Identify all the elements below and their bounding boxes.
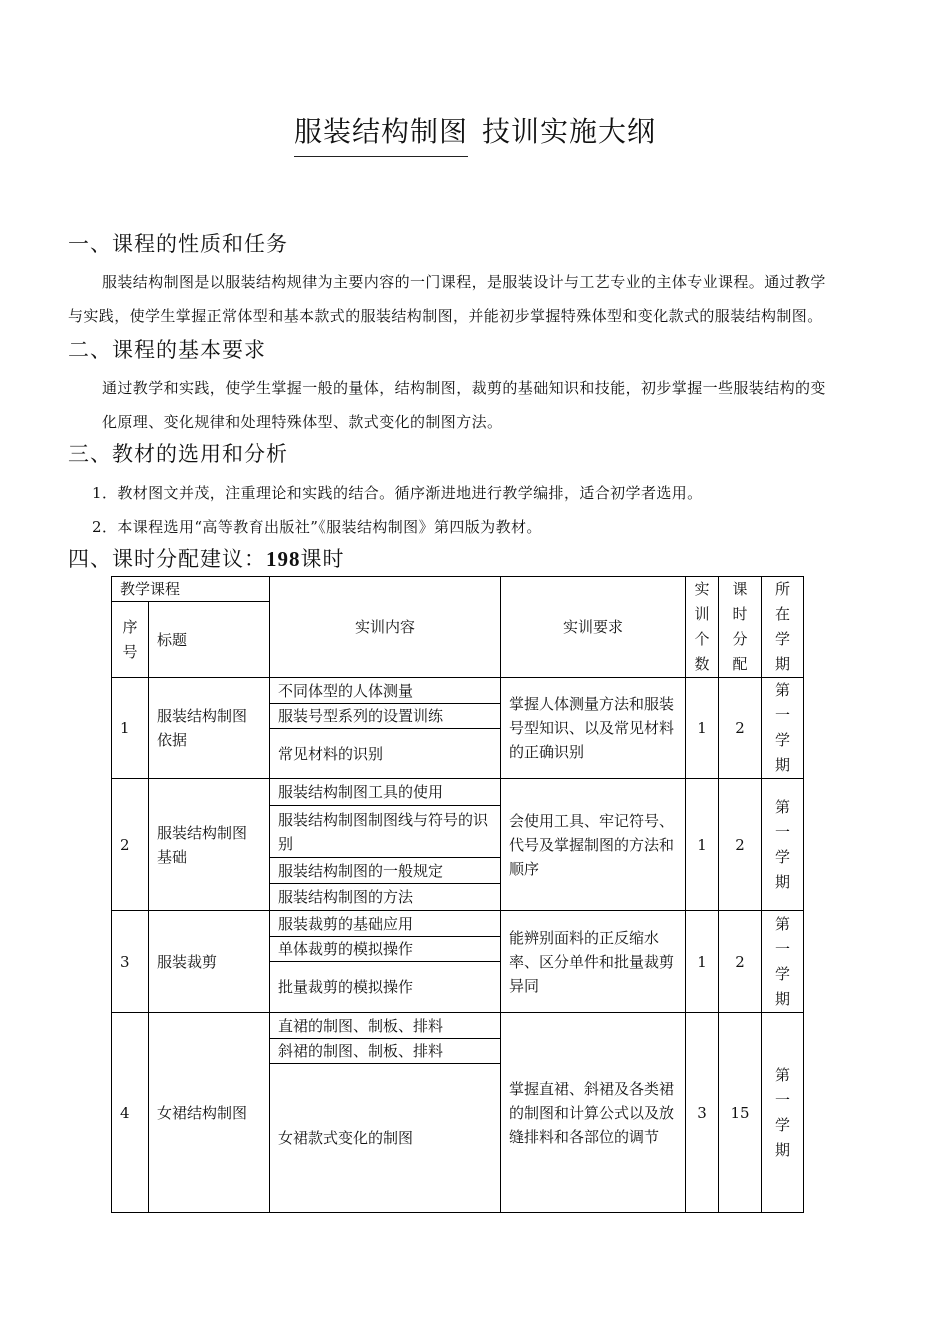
content-item: 不同体型的人体测量 (278, 681, 414, 700)
section-2-heading: 二、课程的基本要求 (68, 338, 266, 362)
content-item: 服装结构制图的方法 (270, 883, 500, 910)
content-item: 单体裁剪的模拟操作 (270, 936, 500, 961)
row-requirement: 掌握直裙、斜裙及各类裙的制图和计算公式以及放缝排料和各部位的调节 (501, 1013, 686, 1213)
section-1-para-line1: 服装结构制图是以服装结构规律为主要内容的一门课程，是服装设计与工艺专业的主体专业课程。通过教学 (102, 273, 826, 291)
section-1-heading: 一、课程的性质和任务 (68, 232, 288, 256)
table-header-row (112, 577, 804, 602)
row-seq: 2 (112, 779, 149, 911)
row-contents (270, 1013, 501, 1213)
row-seq: 1 (112, 678, 149, 779)
title-underlined: 服装结构制图 (294, 110, 468, 157)
section-3-item1: 1．教材图文并茂，注重理论和实践的结合。循序渐进地进行教学编排，适合初学者选用。 (92, 484, 703, 502)
row-term: 第一学期 (762, 1013, 804, 1213)
row-hours: 2 (719, 911, 762, 1013)
header-title: 标题 (149, 602, 270, 678)
content-item: 服装结构制图制图线与符号的识别 (270, 805, 500, 857)
section-2-para-line2: 化原理、变化规律和处理特殊体型、款式变化的制图方法。 (102, 413, 503, 431)
content-item: 女裙款式变化的制图 (270, 1063, 500, 1212)
table-row (112, 779, 804, 911)
content-item: 服装结构制图工具的使用 (278, 783, 444, 801)
row-requirement: 能辨别面料的正反缩水率、区分单件和批量裁剪异同 (501, 911, 686, 1013)
section-3-heading: 三、教材的选用和分析 (68, 442, 288, 466)
row-contents (270, 911, 501, 1013)
section-4-heading (68, 543, 345, 573)
section-3-item2: 2．本课程选用“高等教育出版社”《服装结构制图》第四版为教材。 (92, 518, 542, 536)
header-requirement: 实训要求 (501, 577, 686, 678)
row-count: 1 (686, 779, 719, 911)
table-row (112, 678, 804, 779)
section-2-para-line1: 通过教学和实践，使学生掌握一般的量体，结构制图，裁剪的基础知识和技能，初步掌握一些服装结构的变 (102, 379, 826, 397)
row-seq: 3 (112, 911, 149, 1013)
content-item: 服装裁剪的基础应用 (278, 914, 414, 933)
header-count: 实训个数 (686, 577, 719, 678)
row-contents (270, 779, 501, 911)
section-4-suffix: 课时 (300, 547, 345, 571)
row-requirement: 掌握人体测量方法和服装号型知识、以及常见材料的正确识别 (501, 678, 686, 779)
content-item: 服装结构制图的一般规定 (270, 857, 500, 883)
title-suffix: 技训实施大纲 (482, 115, 657, 148)
content-item: 服装号型系列的设置训练 (270, 703, 500, 728)
schedule-table (111, 576, 804, 1213)
row-title: 服装结构制图依据 (149, 678, 270, 779)
header-seq: 序号 (112, 602, 149, 678)
section-4-prefix: 四、课时分配建议： (68, 547, 266, 571)
row-title: 服装结构制图基础 (149, 779, 270, 911)
header-content: 实训内容 (270, 577, 501, 678)
row-count: 3 (686, 1013, 719, 1213)
row-hours: 2 (719, 779, 762, 911)
row-contents (270, 678, 501, 779)
header-course: 教学课程 (112, 577, 270, 602)
row-count: 1 (686, 911, 719, 1013)
content-item: 常见材料的识别 (270, 728, 500, 778)
row-hours: 2 (719, 678, 762, 779)
content-item: 批量裁剪的模拟操作 (270, 961, 500, 1012)
row-term: 第一学期 (762, 678, 804, 779)
content-item: 直裙的制图、制板、排料 (278, 1016, 444, 1035)
content-item: 斜裙的制图、制板、排料 (270, 1038, 500, 1063)
table-row (112, 1013, 804, 1213)
header-hours: 课时分配 (719, 577, 762, 678)
page-title (0, 110, 950, 157)
row-hours: 15 (719, 1013, 762, 1213)
row-requirement: 会使用工具、牢记符号、代号及掌握制图的方法和顺序 (501, 779, 686, 911)
row-count: 1 (686, 678, 719, 779)
row-seq: 4 (112, 1013, 149, 1213)
header-term: 所在学期 (762, 577, 804, 678)
row-term: 第一学期 (762, 779, 804, 911)
row-title: 服装裁剪 (149, 911, 270, 1013)
section-4-hours: 198 (266, 547, 301, 571)
section-1-para-line2: 与实践，使学生掌握正常体型和基本款式的服装结构制图，并能初步掌握特殊体型和变化款式的服装结构制图。 (68, 307, 823, 325)
row-term: 第一学期 (762, 911, 804, 1013)
row-title: 女裙结构制图 (149, 1013, 270, 1213)
table-row (112, 911, 804, 1013)
